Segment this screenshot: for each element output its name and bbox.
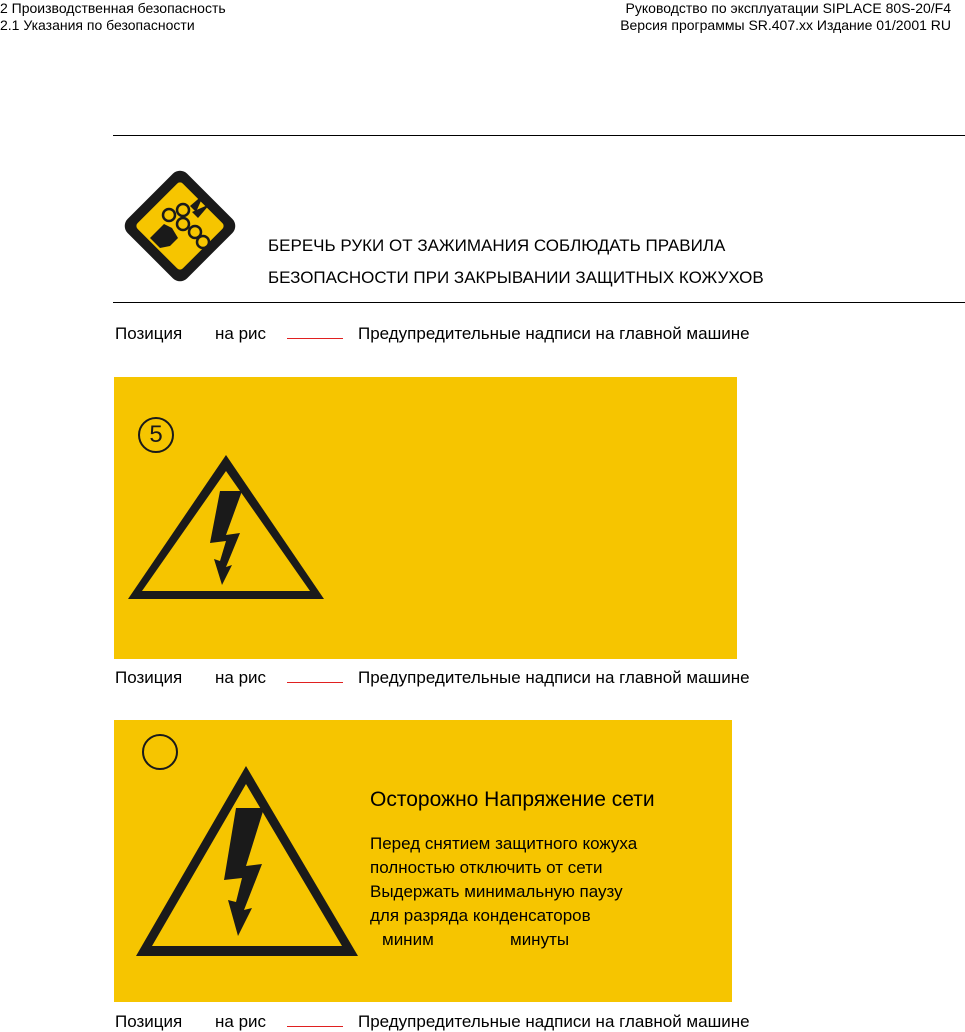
warning-panel-1 bbox=[114, 377, 737, 659]
edition-value: 01/2001 RU bbox=[876, 17, 951, 33]
caption-description: Предупредительные надписи на главной машине bbox=[358, 668, 750, 687]
version-label: Версия программы bbox=[620, 17, 745, 33]
caption-figure-blank bbox=[287, 682, 343, 683]
caption-position-label: Позиция bbox=[115, 324, 183, 343]
minimum-label: миним bbox=[382, 930, 434, 949]
caption-description: Предупредительные надписи на главной машине bbox=[358, 1012, 750, 1031]
version-value: SR.407.xx bbox=[748, 17, 814, 33]
caption-figure-blank bbox=[287, 1026, 343, 1027]
divider-bottom bbox=[113, 302, 965, 303]
page-header-right bbox=[620, 0, 951, 34]
instruction-line-3: Выдержать минимальную паузу bbox=[370, 882, 623, 901]
page-header-left bbox=[0, 0, 226, 34]
caption-3 bbox=[115, 1012, 855, 1032]
section-title: 2 Производственная безопасность bbox=[0, 0, 226, 16]
caption-position-label: Позиция bbox=[115, 1012, 183, 1031]
caption-figure-label: на рис bbox=[215, 324, 267, 343]
divider-top bbox=[113, 135, 965, 136]
caption-1 bbox=[115, 324, 855, 344]
caption-description: Предупредительные надписи на главной машине bbox=[358, 324, 750, 343]
instruction-line-1: Перед снятием защитного кожуха bbox=[370, 834, 638, 853]
caption-figure-label: на рис bbox=[215, 668, 267, 687]
minutes-unit: минуты bbox=[510, 930, 570, 949]
minimum-time-line bbox=[370, 928, 637, 952]
caption-figure-label: на рис bbox=[215, 1012, 267, 1031]
hand-warning-text bbox=[268, 230, 764, 294]
high-voltage-triangle-icon bbox=[132, 760, 362, 960]
hand-warning-line-1: БЕРЕЧЬ РУКИ ОТ ЗАЖИМАНИЯ СОБЛЮДАТЬ ПРАВИЛА bbox=[268, 236, 726, 255]
warning-panel-2 bbox=[114, 720, 732, 1002]
position-number-badge: 5 bbox=[138, 417, 174, 453]
manual-title: Руководство по эксплуатации SIPLACE 80S-20/F4 bbox=[625, 0, 951, 16]
mains-voltage-title: Осторожно Напряжение сети bbox=[370, 788, 655, 811]
hand-warning-line-2: БЕЗОПАСНОСТИ ПРИ ЗАКРЫВАНИИ ЗАЩИТНЫХ КОЖУХОВ bbox=[268, 268, 764, 287]
mains-voltage-instructions bbox=[370, 832, 637, 952]
edition-label: Издание bbox=[816, 17, 873, 33]
caption-2 bbox=[115, 668, 855, 688]
caption-position-label: Позиция bbox=[115, 668, 183, 687]
version-line bbox=[620, 17, 951, 34]
high-voltage-triangle-icon bbox=[122, 447, 332, 607]
subsection-title: 2.1 Указания по безопасности bbox=[0, 17, 195, 33]
caption-figure-blank bbox=[287, 338, 343, 339]
hand-pinch-warning-icon bbox=[120, 166, 240, 286]
instruction-line-2: полностью отключить от сети bbox=[370, 858, 603, 877]
instruction-line-4: для разряда конденсаторов bbox=[370, 906, 591, 925]
